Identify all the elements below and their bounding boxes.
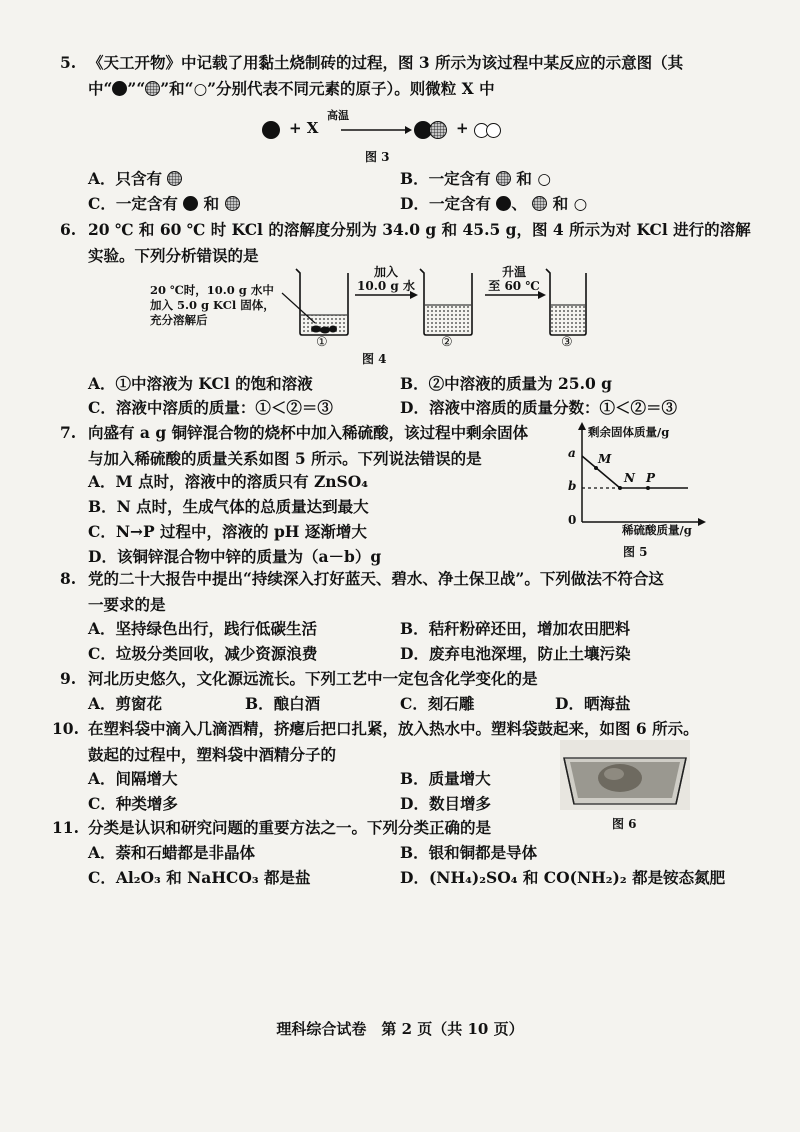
option-c: C．垃圾分类回收，减少资源浪费	[88, 644, 318, 663]
question-number: 10.	[52, 719, 79, 738]
option-d: D．数目增多	[400, 794, 491, 813]
option-d: D．(NH₄)₂SO₄ 和 CO(NH₂)₂ 都是铵态氮肥	[400, 868, 726, 887]
dotted-atom-icon	[145, 81, 160, 96]
dotted-atom-icon	[496, 171, 511, 186]
tick-label: b	[568, 479, 577, 493]
question-number: 8.	[60, 569, 77, 588]
option-a: A．间隔增大	[88, 769, 178, 788]
question-10: 10. 在塑料袋中滴入几滴酒精，挤瘪后把口扎紧，放入热水中。塑料袋鼓起来，如图 6 所示。 鼓起的过程中，塑料袋中酒精分子的	[52, 716, 770, 768]
dotted-atom-icon	[225, 196, 240, 211]
option-d: D．一定含有 、 和 ○	[400, 194, 588, 213]
beaker-label: ②	[441, 335, 453, 350]
dotted-atom-icon	[532, 196, 547, 211]
figure-caption: 图 6	[612, 817, 637, 831]
figure-caption: 图 4	[362, 352, 387, 366]
option-b: B．一定含有 和 ○	[400, 169, 551, 188]
figure-caption: 图 3	[365, 150, 390, 164]
option-a: A．①中溶液为 KCl 的饱和溶液	[88, 374, 313, 393]
hollow-atom-icon	[486, 123, 501, 138]
beaker-label: ③	[561, 335, 573, 350]
option-d: D．该铜锌混合物中锌的质量为（a－b）g	[88, 547, 382, 566]
option-c: C．Al₂O₃ 和 NaHCO₃ 都是盐	[88, 868, 311, 887]
option-a: A．坚持绿色出行，践行低碳生活	[88, 619, 318, 638]
option-c: C．种类增多	[88, 794, 178, 813]
option-a: A．M 点时，溶液中的溶质只有 ZnSO₄	[88, 472, 369, 491]
question-6: 6. 20 ℃ 和 60 ℃ 时 KCl 的溶解度分别为 34.0 g 和 45.5 g，图 4 所示为对 KCl 进行的溶解 实验。下列分析错误的是	[60, 217, 770, 269]
option-a: A．萘和石蜡都是非晶体	[88, 843, 256, 862]
option-c: C．刻石雕	[400, 694, 475, 713]
page-footer: 理科综合试卷 第 2 页（共 10 页）	[276, 1020, 524, 1038]
option-b: B．酿白酒	[245, 694, 321, 713]
x-axis-label: 稀硫酸质量/g	[622, 523, 692, 537]
question-number: 6.	[60, 220, 77, 239]
option-c: C．N→P 过程中，溶液的 pH 逐渐增大	[88, 522, 367, 541]
option-a: A．只含有	[88, 167, 182, 189]
tick-label: 0	[568, 513, 577, 527]
option-d: D．溶液中溶质的质量分数：①＜②＝③	[400, 398, 677, 417]
point-label: N	[624, 471, 635, 485]
question-number: 9.	[60, 669, 77, 688]
question-7: 7. 向盛有 a g 铜锌混合物的烧杯中加入稀硫酸，该过程中剩余固体 与加入稀硫酸的质量关系如图 5 所示。下列说法错误的是	[60, 420, 540, 472]
black-atom-icon	[496, 196, 511, 211]
reaction-arrow	[339, 123, 413, 137]
option-c: C．溶液中溶质的质量：①＜②＝③	[88, 398, 333, 417]
question-stem: 《天工开物》中记载了用黏土烧制砖的过程，图 3 所示为该过程中某反应的示意图（其 中“ ”“ ”和“○”分别代表不同元素的原子）。则微粒 X 中	[88, 53, 684, 98]
question-number: 11.	[52, 818, 79, 837]
question-number: 5.	[60, 53, 77, 72]
y-axis-label: 剩余固体质量/g	[588, 425, 670, 439]
option-c: C．一定含有 和	[88, 192, 240, 214]
option-a: A．剪窗花	[88, 694, 163, 713]
tick-label: a	[568, 446, 576, 460]
option-b: B．N 点时，生成气体的总质量达到最大	[88, 497, 369, 516]
black-atom-icon	[112, 81, 127, 96]
figure-5-graph	[560, 422, 710, 552]
figure-6-photo	[560, 740, 690, 810]
black-atom-icon	[183, 196, 198, 211]
figure-4-beakers: 20 ℃时，10.0 g 水中 加入 5.0 g KCl 固体， 充分溶解后 加入 10.0 g 水 升温 至 60 ℃ ① ② ③	[150, 265, 590, 365]
point-label: P	[646, 471, 656, 485]
question-9: 9. 河北历史悠久，文化源远流长。下列工艺中一定包含化学变化的是	[60, 666, 770, 692]
dotted-atom-icon	[429, 121, 447, 139]
option-b: B．银和铜都是导体	[400, 843, 538, 862]
question-number: 7.	[60, 423, 77, 442]
dotted-atom-icon	[167, 171, 182, 186]
option-b: B．质量增大	[400, 769, 491, 788]
option-d: D．晒海盐	[555, 694, 631, 713]
point-label: M	[598, 452, 612, 466]
figure-caption: 图 5	[623, 545, 648, 559]
question-8: 8. 党的二十大报告中提出“持续深入打好蓝天、碧水、净土保卫战”。下列做法不符合这 一要求的是	[60, 566, 770, 618]
beaker-label: ①	[316, 335, 328, 350]
option-b: B．秸秆粉碎还田，增加农田肥料	[400, 619, 631, 638]
option-b: B．②中溶液的质量为 25.0 g	[400, 374, 612, 393]
question-11: 11. 分类是认识和研究问题的重要方法之一。下列分类正确的是	[52, 815, 770, 841]
reaction-equation: + X 高温 +	[262, 115, 512, 145]
black-atom-icon	[262, 121, 280, 139]
option-d: D．废弃电池深埋，防止土壤污染	[400, 644, 631, 663]
question-5	[60, 50, 770, 102]
